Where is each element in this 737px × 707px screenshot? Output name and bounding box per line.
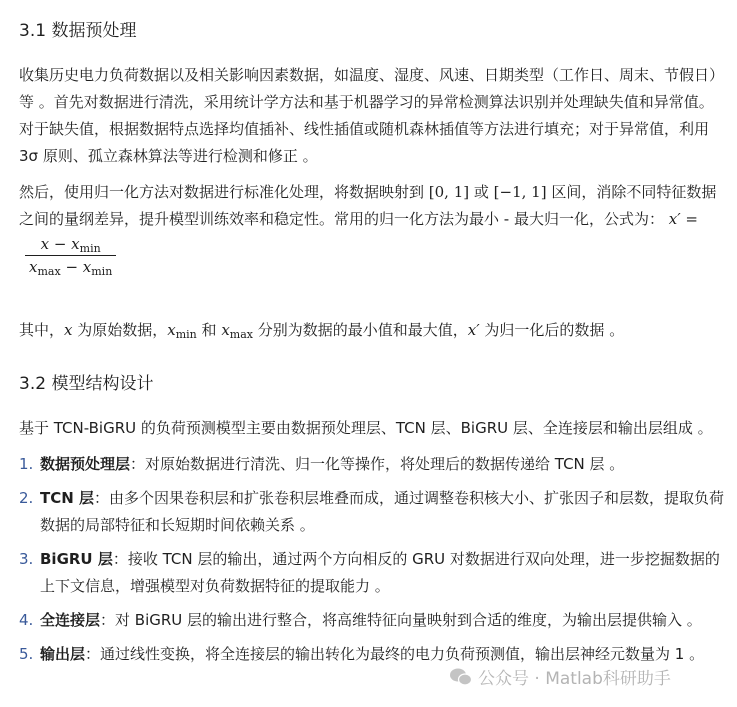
section-heading-3-2: 3.2 模型结构设计	[19, 374, 154, 394]
watermark: 公众号 · Matlab科研助手	[450, 664, 671, 689]
section-heading-3-1: 3.1 数据预处理	[19, 21, 137, 41]
wechat-icon	[450, 668, 472, 686]
paragraph-data-collection: 收集历史电力负荷数据以及相关影响因素数据，如温度、湿度、风速、日期类型（工作日、周末、节假日）等 。首先对数据进行清洗，采用统计学方法和基于机器学习的异常检测算法识别并处理缺失值和异常值。对于缺失值，根据数据特点选择均值插补、线性插值或随机森林插值等方法进行填充；对于异常值，利用 3σ 原则、孤立森林算法等进行检测和修正 。	[19, 66, 725, 165]
list-item: 1. 数据预处理层：对原始数据进行清洗、归一化等操作，将处理后的数据传递给 TCN 层 。	[19, 455, 625, 473]
formula-lhs: x′ =	[668, 210, 698, 228]
paragraph-normalization: 然后，使用归一化方法对数据进行标准化处理，将数据映射到 [0, 1] 或 [−1, 1] 区间，消除不同特征数据之间的量纲差异，提升模型训练效率和稳定性。常用的归一化方法为最小 - 最大归一化，公式为： x′ = $\frac{x - x_{min}}{x_{max} - x_{min}}$	[19, 183, 717, 278]
paragraph-model-intro: 基于 TCN-BiGRU 的负荷预测模型主要由数据预处理层、TCN 层、BiGRU 层、全连接层和输出层组成 。	[19, 419, 713, 437]
formula-fraction: $\frac{x - x_{min}}{x_{max} - x_{min}}$	[25, 233, 116, 278]
layer-list	[19, 451, 725, 668]
list-item: 5. 输出层：通过线性变换，将全连接层的输出转化为最终的电力负荷预测值，输出层神经元数量为 1 。	[19, 645, 705, 663]
list-item: 3. BiGRU 层：接收 TCN 层的输出，通过两个方向相反的 GRU 对数据进行双向处理，进一步挖掘数据的上下文信息，增强模型对负荷数据特征的提取能力 。	[19, 550, 720, 595]
paragraph-variable-definitions: 其中，x 为原始数据，$x_{min}$ 和 $x_{max}$ 分别为数据的最小值和最大值，x′ 为归一化后的数据 。	[19, 321, 625, 341]
list-item: 4. 全连接层：对 BiGRU 层的输出进行整合，将高维特征向量映射到合适的维度，为输出层提供输入 。	[19, 611, 702, 629]
article	[19, 18, 725, 675]
list-item: 2. TCN 层：由多个因果卷积层和扩张卷积层堆叠而成，通过调整卷积核大小、扩张因子和层数，提取负荷数据的局部特征和长短期时间依赖关系 。	[19, 489, 725, 534]
